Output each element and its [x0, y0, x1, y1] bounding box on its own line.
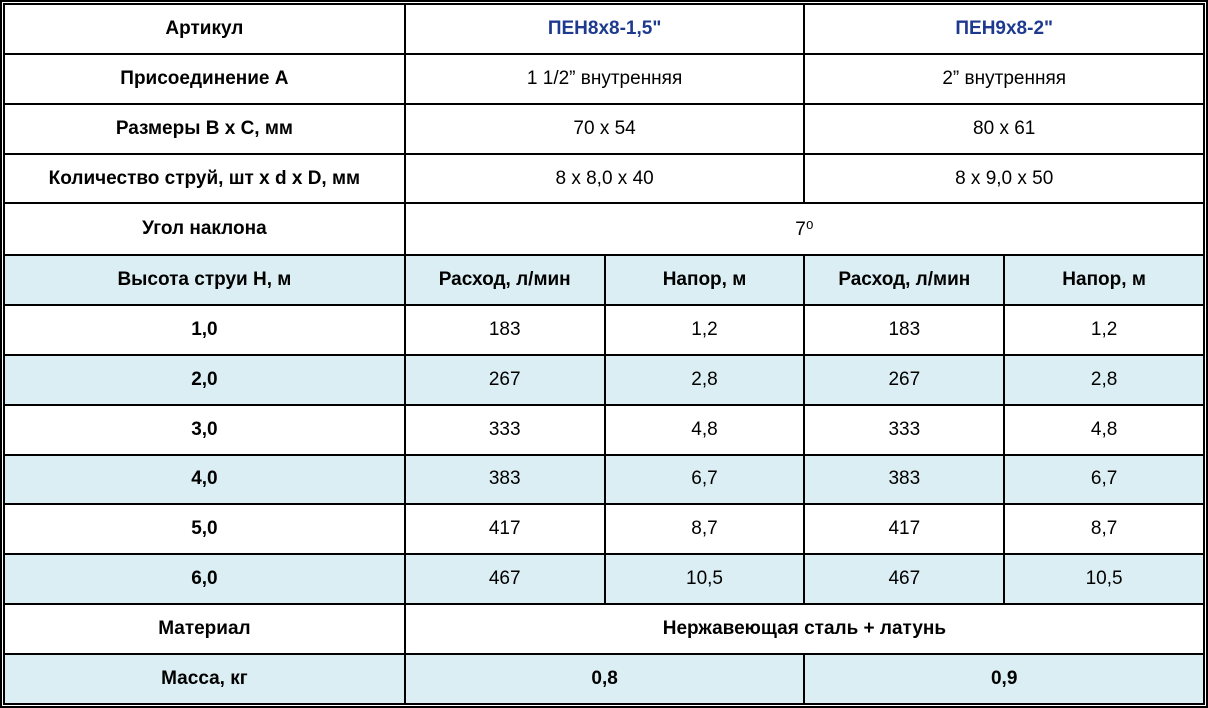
row-angle — [4, 203, 1204, 255]
dimensions-value-1: 70 х 54 — [405, 104, 805, 154]
connection-value-2: 2” внутренняя — [804, 54, 1204, 104]
flow-q1: 467 — [405, 554, 605, 604]
flow-p2: 4,8 — [1004, 405, 1204, 455]
flow-p1: 6,7 — [605, 455, 805, 505]
flow-height: 5,0 — [4, 504, 405, 554]
row-mass — [4, 654, 1204, 704]
row-article — [4, 4, 1204, 54]
flow-q2: 383 — [804, 455, 1004, 505]
dimensions-value-2: 80 х 61 — [804, 104, 1204, 154]
flow-row — [4, 355, 1204, 405]
flow-q2: 267 — [804, 355, 1004, 405]
article-label: Артикул — [4, 4, 405, 54]
flow-q2: 333 — [804, 405, 1004, 455]
product-spec-table — [3, 3, 1205, 705]
flow-p2: 2,8 — [1004, 355, 1204, 405]
flow-height: 2,0 — [4, 355, 405, 405]
flow-height: 3,0 — [4, 405, 405, 455]
flow-header-flow-2: Расход, л/мин — [804, 255, 1004, 305]
article-value-2: ПЕН9х8-2" — [804, 4, 1204, 54]
flow-q1: 417 — [405, 504, 605, 554]
row-connection — [4, 54, 1204, 104]
flow-p2: 1,2 — [1004, 305, 1204, 355]
material-value: Нержавеющая сталь + латунь — [405, 604, 1204, 654]
flow-height: 1,0 — [4, 305, 405, 355]
flow-p1: 10,5 — [605, 554, 805, 604]
flow-p1: 4,8 — [605, 405, 805, 455]
mass-value-1: 0,8 — [405, 654, 805, 704]
flow-p1: 2,8 — [605, 355, 805, 405]
row-dimensions — [4, 104, 1204, 154]
flow-p2: 10,5 — [1004, 554, 1204, 604]
article-value-1: ПЕН8х8-1,5" — [405, 4, 805, 54]
material-label: Материал — [4, 604, 405, 654]
flow-q2: 417 — [804, 504, 1004, 554]
row-flow-header — [4, 255, 1204, 305]
mass-value-2: 0,9 — [804, 654, 1204, 704]
flow-row — [4, 455, 1204, 505]
flow-p2: 8,7 — [1004, 504, 1204, 554]
flow-row — [4, 554, 1204, 604]
flow-q1: 333 — [405, 405, 605, 455]
flow-header-height: Высота струи Н, м — [4, 255, 405, 305]
flow-height: 4,0 — [4, 455, 405, 505]
flow-p2: 6,7 — [1004, 455, 1204, 505]
angle-value: 7⁰ — [405, 203, 1204, 255]
flow-header-flow-1: Расход, л/мин — [405, 255, 605, 305]
connection-value-1: 1 1/2” внутренняя — [405, 54, 805, 104]
angle-label: Угол наклона — [4, 203, 405, 255]
flow-q1: 183 — [405, 305, 605, 355]
connection-label: Присоединение А — [4, 54, 405, 104]
dimensions-label: Размеры В х С, мм — [4, 104, 405, 154]
flow-row — [4, 504, 1204, 554]
flow-header-pressure-2: Напор, м — [1004, 255, 1204, 305]
flow-row — [4, 305, 1204, 355]
mass-label: Масса, кг — [4, 654, 405, 704]
flow-q2: 183 — [804, 305, 1004, 355]
flow-header-pressure-1: Напор, м — [605, 255, 805, 305]
jet-count-value-1: 8 х 8,0 х 40 — [405, 154, 805, 204]
flow-q1: 383 — [405, 455, 605, 505]
flow-p1: 1,2 — [605, 305, 805, 355]
flow-q2: 467 — [804, 554, 1004, 604]
flow-height: 6,0 — [4, 554, 405, 604]
row-jet-count — [4, 154, 1204, 204]
flow-q1: 267 — [405, 355, 605, 405]
jet-count-label: Количество струй, шт х d х D, мм — [4, 154, 405, 204]
flow-row — [4, 405, 1204, 455]
row-material — [4, 604, 1204, 654]
flow-p1: 8,7 — [605, 504, 805, 554]
jet-count-value-2: 8 х 9,0 х 50 — [804, 154, 1204, 204]
